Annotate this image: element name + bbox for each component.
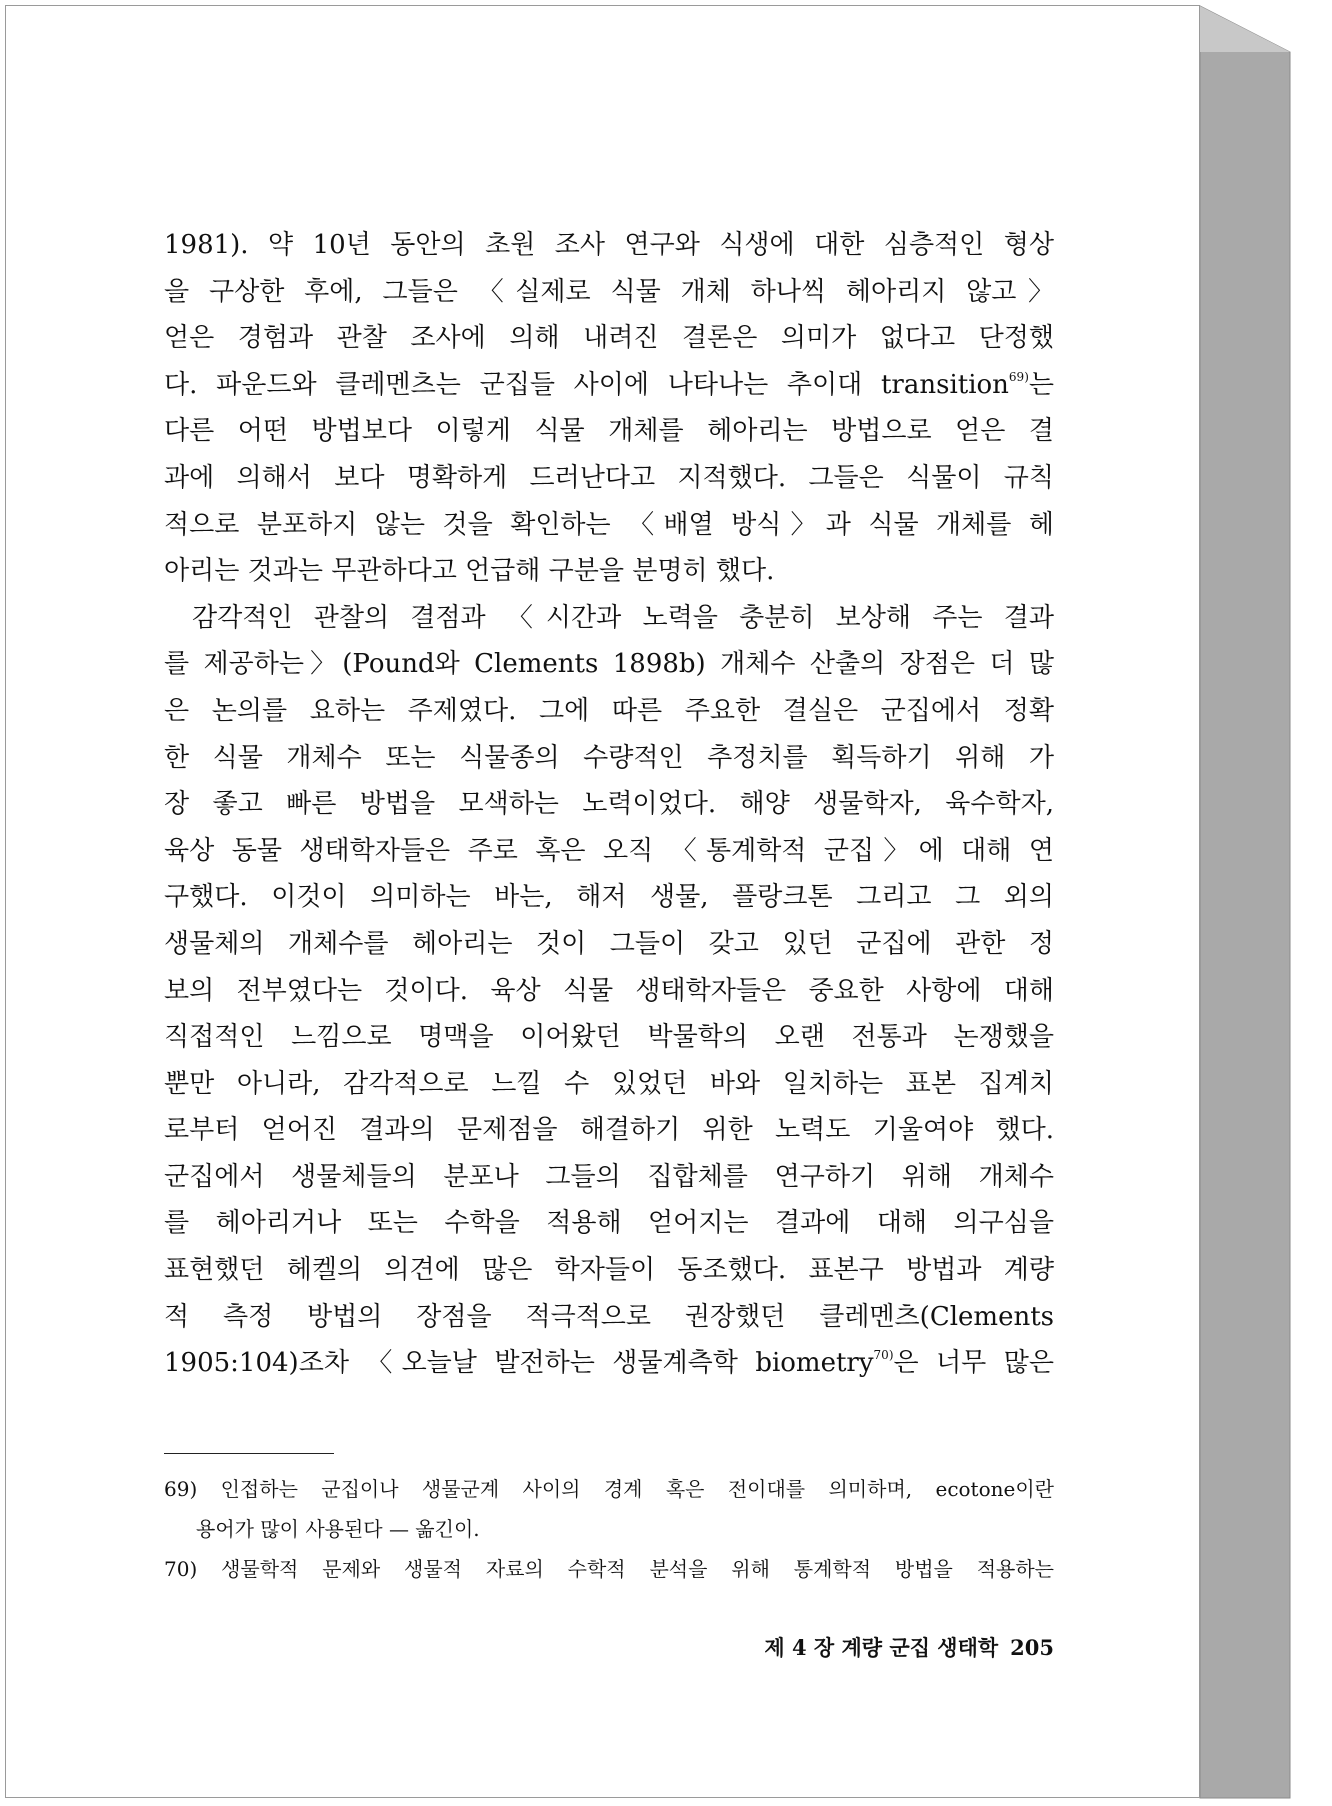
text-line: 직접적인 느낌으로 명맥을 이어왔던 박물학의 오랜 전통과 논쟁했을 <box>164 1022 1054 1053</box>
footnote-ref-70: 70) <box>873 1348 894 1363</box>
footnote-divider <box>164 1453 334 1454</box>
text-line: 을 구상한 후에, 그들은 〈실제로 식물 개체 하나씩 헤아리지 않고〉 <box>164 276 1054 307</box>
text-line: 뿐만 아니라, 감각적으로 느낄 수 있었던 바와 일치하는 표본 집계치 <box>164 1068 1054 1099</box>
text-segment: 1905:104)조차 〈오늘날 발전하는 생물계측학 biometry <box>164 1348 874 1379</box>
text-line: 한 식물 개체수 또는 식물종의 수량적인 추정치를 획득하기 위해 가 <box>164 742 1054 773</box>
text-line: 감각적인 관찰의 결점과 〈시간과 노력을 충분히 보상해 주는 결과 <box>192 602 1054 633</box>
text-line: 장 좋고 빠른 방법을 모색하는 노력이었다. 해양 생물학자, 육수학자, <box>164 789 1054 820</box>
text-line: 보의 전부였다는 것이다. 육상 식물 생태학자들은 중요한 사항에 대해 <box>164 975 1054 1006</box>
text-line: 생물체의 개체수를 헤아리는 것이 그들이 갖고 있던 군집에 관한 정 <box>164 928 1054 959</box>
text-line <box>164 362 1054 409</box>
text-line: 적으로 분포하지 않는 것을 확인하는 〈배열 방식〉과 식물 개체를 헤 <box>164 509 1054 540</box>
text-line: 다른 어떤 방법보다 이렇게 식물 개체를 헤아리는 방법으로 얻은 결 <box>164 416 1054 447</box>
text-line: 군집에서 생물체들의 분포나 그들의 집합체를 연구하기 위해 개체수 <box>164 1161 1054 1192</box>
text-line: 표현했던 헤켈의 의견에 많은 학자들이 동조했다. 표본구 방법과 계량 <box>164 1255 1054 1286</box>
text-line: 를 제공하는〉(Pound와 Clements 1898b) 개체수 산출의 장점은 더 많 <box>164 649 1054 680</box>
footnotes <box>164 1468 1054 1588</box>
text-line: 구했다. 이것이 의미하는 바는, 해저 생물, 플랑크톤 그리고 그 외의 <box>164 882 1054 913</box>
body-text <box>164 222 1054 1387</box>
footnote-69-continuation: 용어가 많이 사용된다 — 옮긴이. <box>196 1517 480 1541</box>
footnote-ref-69: 69) <box>1008 369 1029 384</box>
text-line: 적 측정 방법의 장점을 적극적으로 권장했던 클레멘츠(Clements <box>164 1301 1054 1332</box>
text-line: 육상 동물 생태학자들은 주로 혹은 오직 〈통계학적 군집〉에 대해 연 <box>164 835 1054 866</box>
text-line <box>164 1340 1054 1387</box>
text-line: 얻은 경험과 관찰 조사에 의해 내려진 결론은 의미가 없다고 단정했 <box>164 323 1054 354</box>
text-line: 아리는 것과는 무관하다고 언급해 구분을 분명히 했다. <box>164 556 775 587</box>
running-footer <box>700 1632 1054 1662</box>
text-segment: 는 <box>1028 369 1054 400</box>
text-segment: 다. 파운드와 클레멘츠는 군집들 사이에 나타나는 추이대 transition <box>164 369 1009 400</box>
text-segment: 은 너무 많은 <box>893 1348 1054 1379</box>
page-number: 205 <box>1010 1635 1054 1660</box>
text-line: 과에 의해서 보다 명확하게 드러난다고 지적했다. 그들은 식물이 규칙 <box>164 462 1054 493</box>
footnote-69: 69) 인접하는 군집이나 생물군계 사이의 경계 혹은 전이대를 의미하며, ecotone이란 <box>164 1477 1054 1501</box>
footnote-70: 70) 생물학적 문제와 생물적 자료의 수학적 분석을 위해 통계학적 방법을 적용하는 <box>164 1557 1054 1581</box>
text-line: 를 헤아리거나 또는 수학을 적용해 얻어지는 결과에 대해 의구심을 <box>164 1208 1054 1239</box>
text-line: 로부터 얻어진 결과의 문제점을 해결하기 위한 노력도 기울여야 했다. <box>164 1115 1054 1146</box>
text-line: 은 논의를 요하는 주제였다. 그에 따른 주요한 결실은 군집에서 정확 <box>164 695 1054 726</box>
chapter-title: 제 4 장 계량 군집 생태학 <box>764 1635 999 1660</box>
text-line: 1981). 약 10년 동안의 초원 조사 연구와 식생에 대한 심층적인 형상 <box>164 230 1054 260</box>
